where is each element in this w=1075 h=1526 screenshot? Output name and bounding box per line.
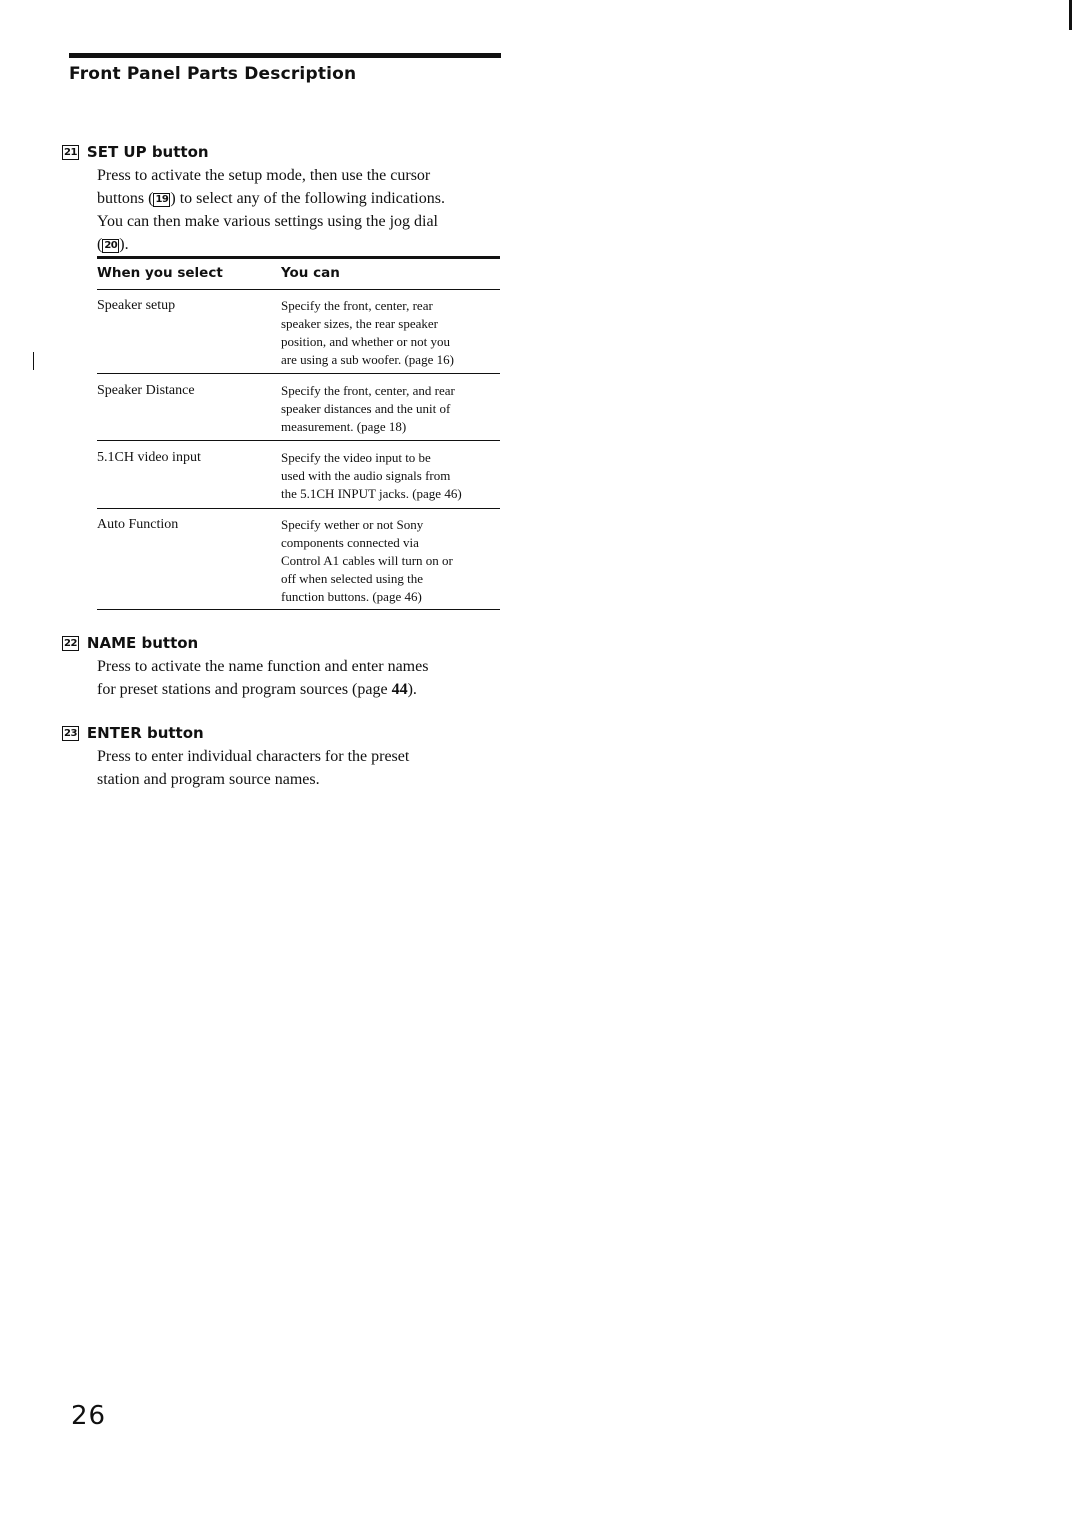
item-title: NAME button [86, 634, 199, 652]
page-number: 26 [71, 1401, 107, 1431]
reference-number-badge: 20 [104, 240, 118, 251]
item-number-badge: 23 [64, 727, 77, 739]
item-heading-set-up [62, 143, 209, 161]
table-row-rule [97, 373, 500, 374]
reference-number-badge: 19 [155, 194, 169, 205]
table-row-rule [97, 508, 500, 509]
description-line: Press to enter individual characters for the preset [97, 748, 410, 765]
table-cell-can: Specify wether or not Sony components connected via Control A1 cables will turn on or off when selected using the function buttons. (page 46) [281, 517, 453, 604]
table-cell-select: Speaker Distance [97, 383, 195, 398]
description-line: ( 20 ). [97, 236, 129, 253]
item-heading-name [62, 634, 198, 652]
table-header-select: When you select [97, 265, 223, 281]
scan-edge-mark [1069, 0, 1072, 30]
table-cell-select: Speaker setup [97, 298, 176, 313]
item-title: SET UP button [86, 143, 209, 161]
table-cell-can: Specify the front, center, rear speaker sizes, the rear speaker position, and whether or not you are using a sub woofer. (page 16) [281, 298, 454, 367]
table-cell-select: Auto Function [97, 517, 179, 532]
item-description-enter [97, 745, 497, 791]
scan-margin-mark [33, 352, 34, 370]
header-rule [69, 53, 501, 58]
description-line: Press to activate the setup mode, then use the cursor [97, 167, 431, 184]
page-title: Front Panel Parts Description [69, 64, 357, 84]
table-header-can: You can [281, 265, 340, 281]
table-row-rule [97, 440, 500, 441]
item-title: ENTER button [86, 724, 204, 742]
item-description-set-up [97, 164, 497, 256]
table-top-rule [97, 256, 500, 259]
description-line: You can then make various settings using the jog dial [97, 213, 438, 230]
table-cell-select: 5.1CH video input [97, 450, 201, 465]
item-heading-enter [62, 724, 204, 742]
item-number-badge: 21 [64, 146, 77, 158]
description-line: station and program source names. [97, 771, 320, 788]
description-line: Press to activate the name function and enter names [97, 658, 429, 675]
description-line: for preset stations and program sources (page 44). [97, 681, 417, 698]
description-line: buttons ( 19 ) to select any of the following indications. [97, 190, 445, 207]
table-header-rule [97, 289, 500, 290]
item-description-name [97, 655, 497, 701]
table-cell-can: Specify the video input to be used with the audio signals from the 5.1CH INPUT jacks. (page 46) [281, 450, 462, 501]
item-number-badge: 22 [64, 637, 77, 649]
table-bottom-rule [97, 609, 500, 610]
table-cell-can: Specify the front, center, and rear speaker distances and the unit of measurement. (page 18) [281, 383, 455, 434]
